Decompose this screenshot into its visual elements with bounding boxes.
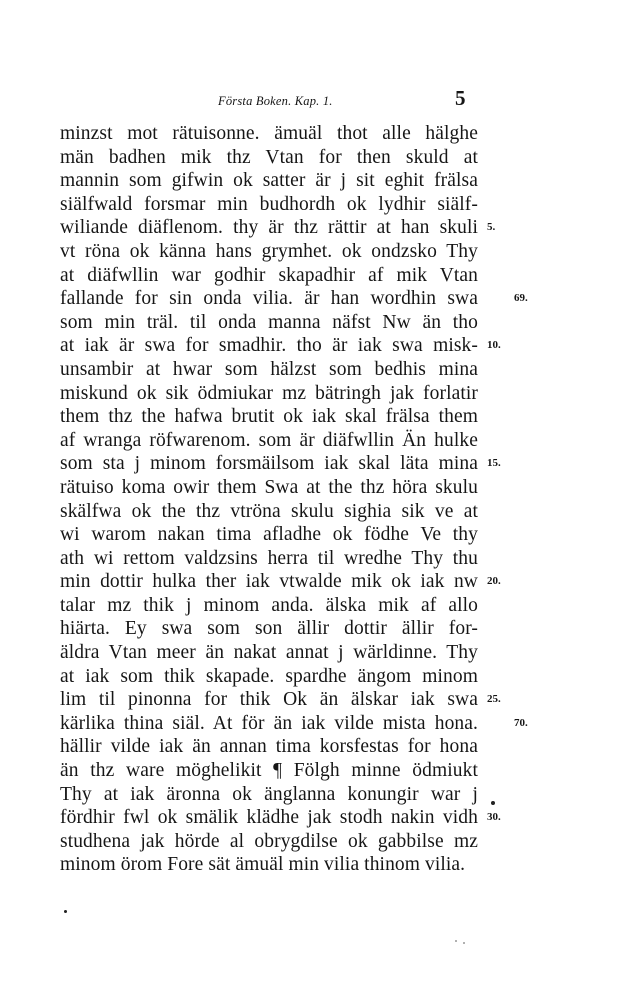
body-text	[60, 122, 478, 877]
text-line: ath wi rettom valdzsins herra til wredhe Thy thu	[60, 547, 478, 569]
text-line: kärlika thina siäl. At för än iak vilde mista hona.	[60, 712, 478, 734]
text-line: wiliande diäflenom. thy är thz rättir at han skuli	[60, 217, 478, 239]
running-title: Första Boken. Kap. 1.	[218, 94, 333, 108]
text-line: miskund ok sik ödmiukar mz bätringh jak forlatir	[60, 382, 478, 404]
text-line: studhena jak hörde al obrygdilse ok gabbilse mz	[60, 830, 478, 852]
margin-line-number: 15.	[487, 457, 501, 470]
text-line: at diäfwllin war godhir skapadhir af mik Vtan	[60, 264, 478, 286]
text-line: skälfwa ok the thz vtröna skulu sighia sik ve at	[60, 500, 478, 522]
text-line: mannin som gifwin ok satter är j sit eghit frälsa	[60, 170, 478, 192]
text-line: them thz the hafwa brutit ok iak skal frälsa them	[60, 406, 478, 428]
text-line: som sta j minom forsmäilsom iak skal läta mina	[60, 453, 478, 475]
margin-chapter-number: 70.	[514, 717, 528, 729]
margin-line-number: 20.	[487, 575, 501, 588]
margin-line-number: 25.	[487, 693, 501, 706]
ink-speck	[463, 942, 465, 944]
text-line: at iak som thik skapade. spardhe ängom minom	[60, 665, 478, 687]
margin-line-number: 10.	[487, 339, 501, 352]
text-line: wi warom nakan tima afladhe ok födhe Ve thy	[60, 524, 478, 546]
text-line: minzst mot rätuisonne. ämuäl thot alle hälghe	[60, 123, 478, 144]
text-line: än thz ware möghelikit ¶ Fölgh minne ödmiukt	[60, 760, 478, 782]
text-line: lim til pinonna for thik Ok än älskar iak swa	[60, 689, 478, 711]
text-line: som min träl. til onda manna näfst Nw än tho	[60, 311, 478, 333]
text-line: af wranga röfwarenom. som är diäfwllin Än hulke	[60, 429, 478, 451]
text-line: hällir vilde iak än annan tima korsfestas for hona	[60, 736, 478, 758]
margin-line-number: 5.	[487, 221, 496, 234]
text-line: unsambir at hwar som hälzst som bedhis mina	[60, 358, 478, 380]
text-line: fallande for sin onda vilia. är han wordhin swa	[60, 288, 478, 310]
margin-line-number: 30.	[487, 811, 501, 824]
running-header	[0, 86, 632, 112]
page-number: 5	[455, 86, 466, 110]
text-line: män badhen mik thz Vtan for then skuld at	[60, 146, 478, 168]
text-line: at iak är swa for smadhir. tho är iak swa misk-	[60, 335, 478, 357]
text-line: äldra Vtan meer än nakat annat j wärldinne. Thy	[60, 642, 478, 664]
text-line: hiärta. Ey swa som son ällir dottir ällir for-	[60, 618, 478, 640]
text-line: fördhir fwl ok smälik klädhe jak stodh nakin vidh	[60, 807, 478, 829]
text-line: vt röna ok känna hans grymhet. ok ondzsko Thy	[60, 240, 478, 262]
margin-chapter-number: 69.	[514, 292, 528, 305]
ink-speck	[64, 910, 67, 913]
text-line: siälfwald forsmar min budhordh ok lydhir siälf-	[60, 193, 478, 215]
ink-speck	[491, 801, 495, 805]
text-line: minom örom Fore sät ämuäl min vilia thinom vilia.	[60, 854, 466, 876]
text-line: talar mz thik j minom anda. älska mik af allo	[60, 594, 478, 616]
text-line: rätuiso koma owir them Swa at the thz höra skulu	[60, 476, 478, 498]
text-line: min dottir hulka ther iak vtwalde mik ok iak nw	[60, 571, 478, 593]
text-line: Thy at iak äronna ok änglanna konungir war j	[60, 783, 478, 805]
ink-speck	[455, 940, 457, 942]
